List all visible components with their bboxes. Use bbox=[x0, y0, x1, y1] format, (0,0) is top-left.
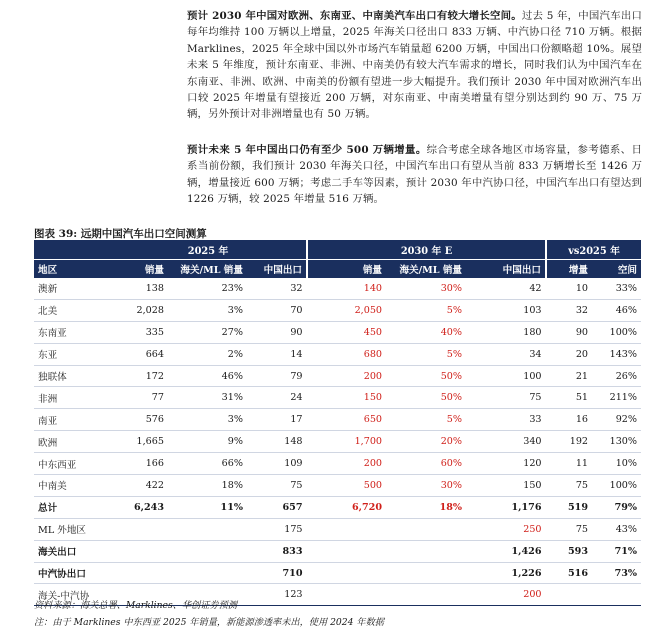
cell-export-2025: 24 bbox=[247, 387, 307, 409]
cell-sales-2030: 680 bbox=[307, 343, 386, 365]
cell-space: 73% bbox=[592, 562, 641, 584]
cell-space: 46% bbox=[592, 299, 641, 321]
cell-region: 南亚 bbox=[34, 409, 110, 431]
cell-increment: 519 bbox=[546, 496, 592, 518]
cell-region: ML 外地区 bbox=[34, 518, 110, 540]
table-row bbox=[34, 453, 641, 475]
cell-region: 中南美 bbox=[34, 475, 110, 497]
cell-share-2030 bbox=[386, 540, 466, 562]
cell-share-2030: 18% bbox=[386, 496, 466, 518]
cell-space: 43% bbox=[592, 518, 641, 540]
cell-export-2025: 32 bbox=[247, 278, 307, 299]
cell-sales-2030: 140 bbox=[307, 278, 386, 299]
cell-export-2030: 180 bbox=[466, 321, 546, 343]
cell-share-2030: 60% bbox=[386, 453, 466, 475]
cell-increment: 32 bbox=[546, 299, 592, 321]
cell-export-2025: 79 bbox=[247, 365, 307, 387]
cell-sales-2030: 650 bbox=[307, 409, 386, 431]
cell-sales-2025: 172 bbox=[110, 365, 168, 387]
cell-region: 非洲 bbox=[34, 387, 110, 409]
cell-sales-2025 bbox=[110, 518, 168, 540]
group-header-vs2025: vs2025 年 bbox=[546, 240, 641, 260]
cell-sales-2030: 6,720 bbox=[307, 496, 386, 518]
cell-increment: 75 bbox=[546, 518, 592, 540]
column-header-region: 地区 bbox=[34, 260, 110, 279]
cell-increment: 16 bbox=[546, 409, 592, 431]
export-forecast-table-wrapper bbox=[34, 240, 641, 606]
cell-share-2030: 40% bbox=[386, 321, 466, 343]
cell-share-2025: 18% bbox=[168, 475, 247, 497]
table-row bbox=[34, 496, 641, 518]
table-row bbox=[34, 518, 641, 540]
cell-increment: 516 bbox=[546, 562, 592, 584]
cell-sales-2025 bbox=[110, 562, 168, 584]
column-header-export-2025: 中国出口 bbox=[247, 260, 307, 279]
cell-sales-2025: 138 bbox=[110, 278, 168, 299]
cell-space: 130% bbox=[592, 431, 641, 453]
paragraph-lead: 预计未来 5 年中国出口仍有至少 500 万辆增量。 bbox=[187, 144, 427, 156]
figure-title: 图表 39: 远期中国汽车出口空间测算 bbox=[34, 228, 207, 240]
table-row bbox=[34, 562, 641, 584]
cell-increment: 192 bbox=[546, 431, 592, 453]
table-row bbox=[34, 387, 641, 409]
table-row bbox=[34, 409, 641, 431]
cell-share-2030 bbox=[386, 584, 466, 606]
cell-increment: 593 bbox=[546, 540, 592, 562]
cell-sales-2030 bbox=[307, 540, 386, 562]
group-header-2025: 2025 年 bbox=[110, 240, 307, 260]
cell-space: 10% bbox=[592, 453, 641, 475]
cell-sales-2030: 500 bbox=[307, 475, 386, 497]
cell-share-2030: 50% bbox=[386, 365, 466, 387]
cell-sales-2025: 2,028 bbox=[110, 299, 168, 321]
cell-export-2025: 90 bbox=[247, 321, 307, 343]
cell-share-2025 bbox=[168, 518, 247, 540]
cell-export-2025: 833 bbox=[247, 540, 307, 562]
export-forecast-table bbox=[34, 240, 641, 606]
cell-share-2025: 9% bbox=[168, 431, 247, 453]
cell-sales-2025: 335 bbox=[110, 321, 168, 343]
cell-region: 欧洲 bbox=[34, 431, 110, 453]
group-header-2030: 2030 年 E bbox=[307, 240, 546, 260]
cell-space: 26% bbox=[592, 365, 641, 387]
column-header-export-2030: 中国出口 bbox=[466, 260, 546, 279]
cell-increment bbox=[546, 584, 592, 606]
cell-share-2025 bbox=[168, 562, 247, 584]
cell-export-2030: 340 bbox=[466, 431, 546, 453]
cell-export-2025: 75 bbox=[247, 475, 307, 497]
cell-share-2025: 3% bbox=[168, 409, 247, 431]
cell-sales-2030 bbox=[307, 562, 386, 584]
cell-region: 总计 bbox=[34, 496, 110, 518]
cell-share-2030 bbox=[386, 562, 466, 584]
cell-region: 海关出口 bbox=[34, 540, 110, 562]
cell-sales-2025: 6,243 bbox=[110, 496, 168, 518]
footnote: 注：由于 Marklines 中东西亚 2025 年销量，新能源渗透率未出，使用 2024 年数据 bbox=[34, 617, 384, 628]
cell-export-2030: 120 bbox=[466, 453, 546, 475]
cell-region: 中东西亚 bbox=[34, 453, 110, 475]
cell-region: 北美 bbox=[34, 299, 110, 321]
paragraph-export-growth bbox=[187, 8, 642, 123]
cell-share-2025: 66% bbox=[168, 453, 247, 475]
cell-increment: 75 bbox=[546, 475, 592, 497]
cell-sales-2030 bbox=[307, 584, 386, 606]
cell-export-2025: 17 bbox=[247, 409, 307, 431]
cell-increment: 10 bbox=[546, 278, 592, 299]
column-header-share-2030: 海关/ML 销量 bbox=[386, 260, 466, 279]
table-row bbox=[34, 365, 641, 387]
cell-share-2025: 46% bbox=[168, 365, 247, 387]
cell-space: 33% bbox=[592, 278, 641, 299]
cell-share-2030: 30% bbox=[386, 278, 466, 299]
cell-space: 100% bbox=[592, 321, 641, 343]
source-note: 资料来源：海关总署、Marklines、华创证券预测 bbox=[34, 600, 237, 611]
cell-export-2030: 1,426 bbox=[466, 540, 546, 562]
cell-share-2025: 23% bbox=[168, 278, 247, 299]
cell-region: 中汽协出口 bbox=[34, 562, 110, 584]
cell-region: 海关-中汽协 bbox=[34, 584, 110, 606]
cell-share-2030: 5% bbox=[386, 299, 466, 321]
table-row bbox=[34, 540, 641, 562]
cell-region: 独联体 bbox=[34, 365, 110, 387]
cell-sales-2025: 422 bbox=[110, 475, 168, 497]
cell-region: 东亚 bbox=[34, 343, 110, 365]
cell-sales-2025: 1,665 bbox=[110, 431, 168, 453]
table-row bbox=[34, 431, 641, 453]
cell-space: 100% bbox=[592, 475, 641, 497]
cell-sales-2030 bbox=[307, 518, 386, 540]
cell-export-2025: 70 bbox=[247, 299, 307, 321]
cell-export-2030: 1,226 bbox=[466, 562, 546, 584]
cell-region: 澳新 bbox=[34, 278, 110, 299]
cell-region: 东南亚 bbox=[34, 321, 110, 343]
cell-sales-2025: 664 bbox=[110, 343, 168, 365]
cell-export-2025: 148 bbox=[247, 431, 307, 453]
cell-space bbox=[592, 584, 641, 606]
cell-space: 71% bbox=[592, 540, 641, 562]
column-header-space: 空间 bbox=[592, 260, 641, 279]
cell-share-2030: 30% bbox=[386, 475, 466, 497]
cell-export-2030: 103 bbox=[466, 299, 546, 321]
cell-export-2030: 250 bbox=[466, 518, 546, 540]
cell-export-2030: 150 bbox=[466, 475, 546, 497]
table-row bbox=[34, 321, 641, 343]
cell-increment: 11 bbox=[546, 453, 592, 475]
cell-share-2030: 50% bbox=[386, 387, 466, 409]
paragraph-export-increment bbox=[187, 142, 642, 208]
table-row bbox=[34, 299, 641, 321]
paragraph-lead: 预计 2030 年中国对欧洲、东南亚、中南美汽车出口有较大增长空间。 bbox=[187, 10, 522, 22]
cell-share-2030: 5% bbox=[386, 409, 466, 431]
cell-sales-2025: 576 bbox=[110, 409, 168, 431]
cell-share-2030: 20% bbox=[386, 431, 466, 453]
column-header-share-2025: 海关/ML 销量 bbox=[168, 260, 247, 279]
cell-share-2025: 2% bbox=[168, 343, 247, 365]
cell-share-2030: 5% bbox=[386, 343, 466, 365]
cell-space: 79% bbox=[592, 496, 641, 518]
cell-export-2030: 200 bbox=[466, 584, 546, 606]
cell-sales-2030: 200 bbox=[307, 453, 386, 475]
cell-share-2025: 31% bbox=[168, 387, 247, 409]
paragraph-body: 过去 5 年，中国汽车出口每年均维持 100 万辆以上增量，2025 年海关口径出口 833 万辆、中汽协口径 710 万辆。根据 Marklines，2025 年全球中国以外市场汽车销量超 6200 万辆，中国出口份额略超 10%。展望未来 5 年维度，预计东南亚、非洲、中南美仍有较大汽车需求的增长，同时我们认为中国汽车在东南亚、非洲、欧洲、中南美的份额有望进一步大幅提升。我们预计 2030 年中国对欧洲汽车出口较 2025 年增量有望接近 200 万辆，对东南亚、中南美增量有望分别达到约 90 万、75 万辆，另外预计对非洲增量也有 50 万辆。 bbox=[187, 10, 642, 121]
cell-share-2025: 3% bbox=[168, 299, 247, 321]
cell-sales-2025: 166 bbox=[110, 453, 168, 475]
cell-export-2030: 100 bbox=[466, 365, 546, 387]
cell-sales-2025 bbox=[110, 540, 168, 562]
cell-sales-2030: 450 bbox=[307, 321, 386, 343]
table-row bbox=[34, 278, 641, 299]
cell-sales-2030: 1,700 bbox=[307, 431, 386, 453]
cell-increment: 21 bbox=[546, 365, 592, 387]
cell-export-2025: 657 bbox=[247, 496, 307, 518]
cell-export-2025: 14 bbox=[247, 343, 307, 365]
table-row bbox=[34, 343, 641, 365]
cell-share-2025: 11% bbox=[168, 496, 247, 518]
cell-share-2030 bbox=[386, 518, 466, 540]
cell-export-2030: 42 bbox=[466, 278, 546, 299]
paragraph-body: 综合考虑全球各地区市场容量，参考德系、日系当前份额，我们预计 2030 年海关口径，中国汽车出口有望从当前 833 万辆增长至 1426 万辆，增量接近 600 万辆；考虑二手车等因素，预计 2030 年中汽协口径，中国汽车出口有望达到 1226 万辆，较 2025 年增量 516 万辆。 bbox=[187, 144, 642, 206]
cell-export-2030: 1,176 bbox=[466, 496, 546, 518]
cell-space: 143% bbox=[592, 343, 641, 365]
cell-share-2025: 27% bbox=[168, 321, 247, 343]
cell-share-2025 bbox=[168, 540, 247, 562]
cell-export-2025: 175 bbox=[247, 518, 307, 540]
column-header-sales-2030: 销量 bbox=[307, 260, 386, 279]
cell-export-2025: 109 bbox=[247, 453, 307, 475]
column-header-increment: 增量 bbox=[546, 260, 592, 279]
cell-sales-2030: 150 bbox=[307, 387, 386, 409]
table-row bbox=[34, 475, 641, 497]
cell-export-2025: 123 bbox=[247, 584, 307, 606]
cell-export-2025: 710 bbox=[247, 562, 307, 584]
cell-sales-2025: 77 bbox=[110, 387, 168, 409]
cell-export-2030: 75 bbox=[466, 387, 546, 409]
group-header-blank bbox=[34, 240, 110, 260]
cell-space: 211% bbox=[592, 387, 641, 409]
table-body bbox=[34, 278, 641, 606]
cell-sales-2030: 2,050 bbox=[307, 299, 386, 321]
cell-increment: 90 bbox=[546, 321, 592, 343]
cell-sales-2030: 200 bbox=[307, 365, 386, 387]
group-header-row bbox=[34, 240, 641, 260]
column-header-row bbox=[34, 260, 641, 279]
cell-export-2030: 33 bbox=[466, 409, 546, 431]
cell-space: 92% bbox=[592, 409, 641, 431]
column-header-sales-2025: 销量 bbox=[110, 260, 168, 279]
cell-increment: 51 bbox=[546, 387, 592, 409]
cell-increment: 20 bbox=[546, 343, 592, 365]
cell-export-2030: 34 bbox=[466, 343, 546, 365]
